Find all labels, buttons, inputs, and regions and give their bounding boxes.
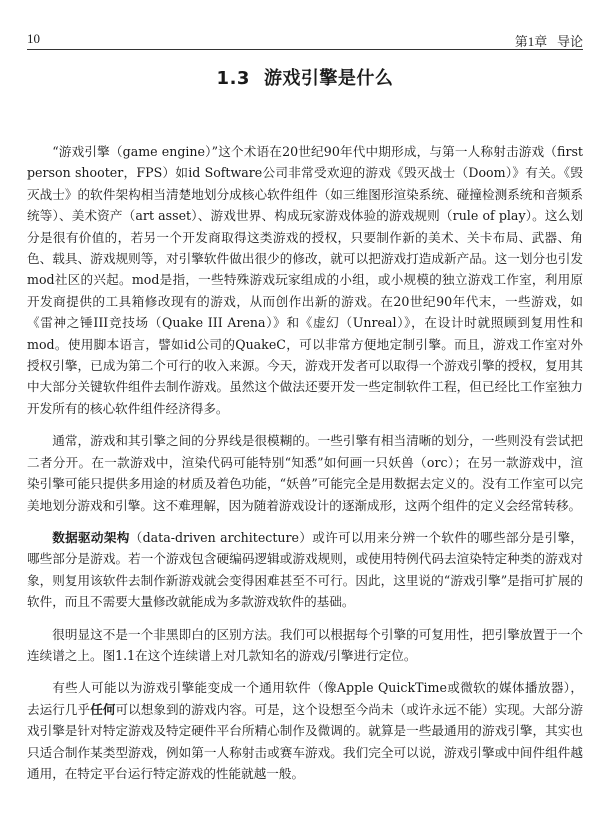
text-segment: 很明显这不是一个非黑即白的区别方法。我们可以根据每个引擎的可复用性，把引擎放置于一个连续谱之上。图1.1在这个连续谱上对几款知名的游戏/引擎进行定位。: [27, 626, 583, 663]
running-header: [27, 31, 583, 51]
bold-term: 数据驱动架构: [52, 529, 130, 545]
text-segment: 可以想象到的游戏内容。可是，这个设想至今尚未（或许永远不能）实现。大部分游戏引擎是针对特定游戏及特定硬件平台所精心制作及微调的。就算是一些最通用的游戏引擎，其实也只适合制作某类型游戏，例如第一人称射击或赛车游戏。我们完全可以说，游戏引擎或中间件组件越通用，在特定平台运行特定游戏的性能就越一般。: [27, 701, 584, 781]
section-number: 1.3: [216, 68, 250, 89]
text-segment: 有些人可能以为游戏引擎能变成一个通用软件（像Apple QuickTime或微软的媒体播放器），去运行几乎: [27, 680, 583, 717]
page-number: 10: [27, 31, 40, 46]
paragraph: [27, 527, 583, 613]
paragraph: [27, 430, 583, 516]
text-segment: （data-driven architecture）或许可以用来分辨一个软件的哪些部分是引擎，哪些部分是游戏。若一个游戏包含硬编码逻辑或游戏规则，或使用特例代码去渲染特定种类的游戏对象，则复用该软件去制作新游戏就会变得困难甚至不可行。因此，这里说的“游戏引擎”是指可扩展的软件，而且不需要大量修改就能成为多款游戏软件的基础。: [27, 529, 584, 610]
section-title-text: 游戏引擎是什么: [263, 68, 394, 89]
paragraph: [27, 624, 583, 667]
paragraph: [27, 677, 583, 784]
chapter-number: 第1章: [514, 34, 548, 49]
bold-term: 任何: [90, 701, 116, 717]
chapter-heading: [515, 31, 583, 50]
header-rule: [27, 49, 583, 50]
text-segment: “游戏引擎（game engine）”这个术语在20世纪90年代中期形成，与第一人称射击游戏（first person shooter，FPS）如id Software公司非常受欢迎的游戏《毁灭战士（Doom）》有关。《毁灭战士》的软件架构相当清楚地划分成核心软件组件（如三维图形渲染系统、碰撞检测系统和音频系统等）、美术资产（art asset）、游戏世界、构成玩家游戏体验的游戏规则（rule of play）。这么划分是很有价值的，若另一个开发商取得这类游戏的授权，只要制作新的美术、关卡布局、武器、角色、载具、游戏规则等，对引擎软件做出很少的修改，就可以把游戏打造成新产品。这一划分也引发mod社区的兴起。mod是指，一些特殊游戏玩家组成的小组，或小规模的独立游戏工作室，利用原开发商提供的工具箱修改现有的游戏，从而创作出新的游戏。在20世纪90年代末，一些游戏，如《雷神之锤III竞技场（Quake III Arena）》和《虚幻（Unreal）》，在设计时就照顾到复用性和mod。使用脚本语言，譬如id公司的QuakeC，可以非常方便地定制引擎。而且，游戏工作室对外授权引擎，已成为第二个可行的收入来源。今天，游戏开发者可以取得一个游戏引擎的授权，复用其中大部分关键软件组件去制作游戏。虽然这个做法还要开发一些定制软件工程，但已经比工作室独力开发所有的核心软件组件经济得多。: [27, 144, 583, 416]
chapter-title: 导论: [556, 34, 583, 49]
section-title: [0, 64, 610, 90]
paragraph: [27, 141, 583, 419]
body-text: [27, 141, 583, 795]
text-segment: 通常，游戏和其引擎之间的分界线是很模糊的。一些引擎有相当清晰的划分，一些则没有尝试把二者分开。在一款游戏中，渲染代码可能特别“知悉”如何画一只妖兽（orc）；在另一款游戏中，渲染引擎可能只提供多用途的材质及着色功能，“妖兽”可能完全是用数据去定义的。没有工作室可以完美地划分游戏和引擎。这不难理解，因为随着游戏设计的逐渐成形，这两个组件的定义会经常转移。: [27, 433, 583, 513]
